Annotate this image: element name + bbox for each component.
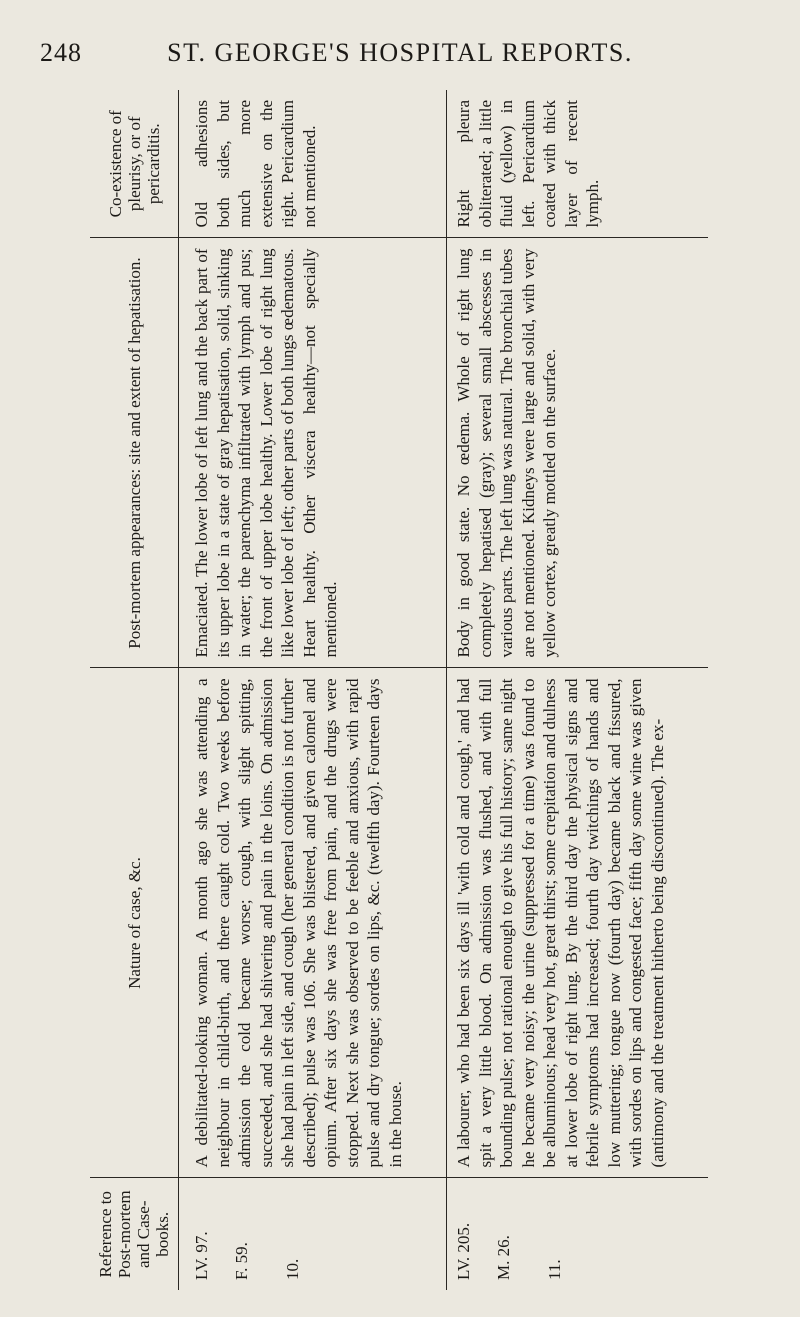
reference-cell [447,1178,708,1290]
case-table-rotated [90,90,708,1290]
case-number: 10. [283,1258,302,1280]
column-header-coexistence: Co-existence of pleurisy, or of pericarditis. [90,90,179,238]
page-number: 248 [40,38,82,67]
running-title: ST. GEORGE'S HOSPITAL REPORTS. [167,38,633,67]
casebook-ref: M. 26. [493,1235,513,1280]
coexistence-cell: Old adhesions both sides, but much more extensive on the right. Pericardium not mentioned. [179,90,447,238]
case-number: 11. [545,1259,565,1280]
casebook-ref: F. 59. [231,1242,251,1280]
table-header-row [90,90,179,1290]
table-row [447,90,708,1290]
nature-cell: A labourer, who had been six days ill 'with cold and cough,' and had spit a very little blood. On admission was flushed, and with full bounding pulse; not rational enough to give his full history; same night he became very noisy; the urine (suppressed for a time) was found to be albuminous; head very hot, great thirst; some crepitation and dulness at lower lobe of right lung. By the third day the physical signs and febrile symptoms had increased; fourth day twitchings of hands and low muttering; tongue now (fourth day) became black and fissured, with sordes on lips and congested face; fifth day some wine was given (antimony and the treatment hitherto being discontinued). The ex- [447,668,708,1178]
postmortem-cell: Emaciated. The lower lobe of left lung and the back part of its upper lobe in a state of gray hepatisation, solid, sinking in water; the parenchyma infiltrated with lymph and pus; the front of upper lobe healthy. Lower lobe of right lung like lower lobe of left; other parts of both lungs œdematous. Heart healthy. Other viscera healthy—not specially mentioned. [179,238,447,668]
coexistence-cell: Right pleura obliterated; a little fluid (yellow) in left. Pericardium coated with thick layer of recent lymph. [447,90,708,238]
postmortem-ref: LV. 205. [454,1222,474,1280]
column-header-nature: Nature of case, &c. [90,668,179,1178]
table-row [179,90,447,1290]
nature-cell: A debilitated-looking woman. A month ago she was attending a neighbour in child-birth, and there caught cold. Two weeks before admission the cold became worse; cough, with slight spitting, succeeded, and she had shivering and pain in the loins. On admission she had pain in left side, and cough (her general condition is not further described); pulse was 106. She was blistered, and given calomel and opium. After six days she was free from pain, and the drugs were stopped. Next she was observed to be feeble and anxious, with rapid pulse and dry tongue; sordes on lips, &c. (twelfth day). Fourteen days in the house. [179,668,447,1178]
reference-cell [179,1178,447,1290]
postmortem-ref: LV. 97. [192,1231,211,1280]
column-header-postmortem: Post-mortem appearances: site and extent of hepatisation. [90,238,179,668]
column-header-reference: Reference to Post-mortem and Case-books. [90,1178,179,1290]
case-table [90,90,708,1290]
postmortem-cell: Body in good state. No œdema. Whole of right lung completely hepatised (gray); several small abscesses in various parts. The left lung was natural. The bronchial tubes are not mentioned. Kidneys were large and solid, with very yellow cortex, greatly mottled on the surface. [447,238,708,668]
